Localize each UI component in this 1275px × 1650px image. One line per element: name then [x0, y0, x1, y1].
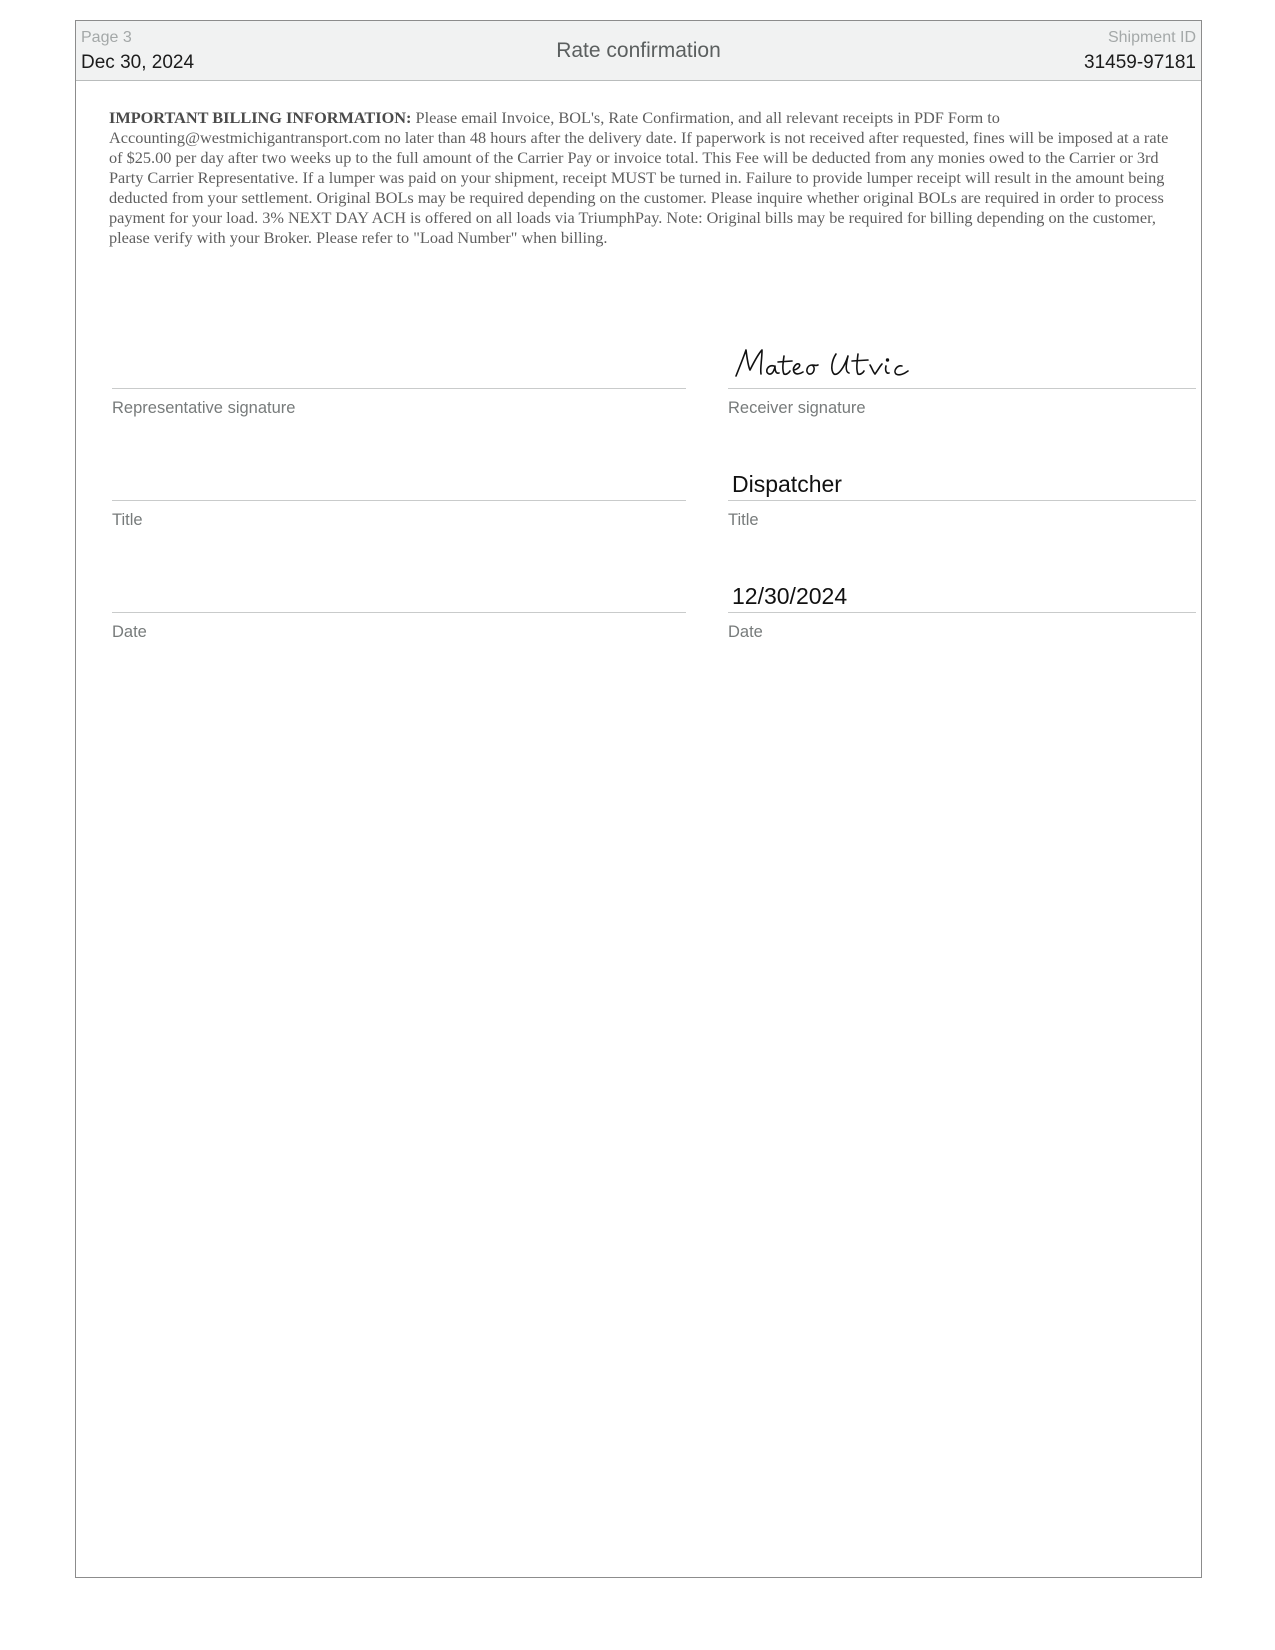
signature-line: [728, 349, 1196, 389]
receiver-date-label: Date: [728, 623, 763, 641]
receiver-date-value: 12/30/2024: [732, 583, 848, 609]
receiver-title-field[interactable]: [728, 461, 1196, 530]
shipment-id: 31459-97181: [1084, 52, 1196, 73]
billing-text: Please email Invoice, BOL's, Rate Confirmation, and all relevant receipts in PDF Form to Accounting@westmichigantransport.com no later than 48 hours after the delivery date. If paperwork is not received after requested, fines will be imposed at a rate of $25.00 per day after two weeks up to the full amount of the Carrier Pay or invoice total. This Fee will be deducted from any monies owed to the Carrier or 3rd Party Carrier Representative. If a lumper was paid on your shipment, receipt MUST be turned in. Failure to provide lumper receipt will result in the amount being deducted from your settlement. Original BOLs may be required depending on the customer. Please inquire whether original BOLs are required in order to process payment for your load. 3% NEXT DAY ACH is offered on all loads via TriumphPay. Note: Original bills may be required for billing depending on the customer, please verify with your Broker. Please refer to "Load Number" when billing.: [109, 108, 1169, 247]
date-line: [112, 573, 686, 613]
title-line: [728, 461, 1196, 501]
page-number: Page 3: [81, 29, 132, 46]
title-line: [112, 461, 686, 501]
signature-line: [112, 349, 686, 389]
representative-signature-label: Representative signature: [112, 399, 296, 417]
date-line: [728, 573, 1196, 613]
billing-information: [109, 108, 1174, 248]
receiver-title-label: Title: [728, 511, 759, 529]
header-date: Dec 30, 2024: [81, 52, 195, 73]
receiver-signature-label: Receiver signature: [728, 399, 866, 417]
document-title: Rate confirmation: [556, 39, 721, 62]
representative-date-field[interactable]: [112, 573, 686, 642]
page-header: [76, 21, 1201, 81]
representative-title-field[interactable]: [112, 461, 686, 530]
shipment-id-label: Shipment ID: [1107, 29, 1196, 46]
receiver-signature-field[interactable]: [728, 349, 1196, 418]
representative-date-label: Date: [112, 623, 147, 641]
billing-heading: IMPORTANT BILLING INFORMATION:: [109, 108, 412, 127]
header-right: [1084, 28, 1196, 75]
document-page: [75, 20, 1202, 1578]
receiver-title-value: Dispatcher: [732, 471, 842, 497]
representative-signature-field[interactable]: [112, 349, 686, 418]
representative-title-label: Title: [112, 511, 143, 529]
receiver-date-field[interactable]: [728, 573, 1196, 642]
receiver-handwritten-signature: [732, 346, 932, 382]
